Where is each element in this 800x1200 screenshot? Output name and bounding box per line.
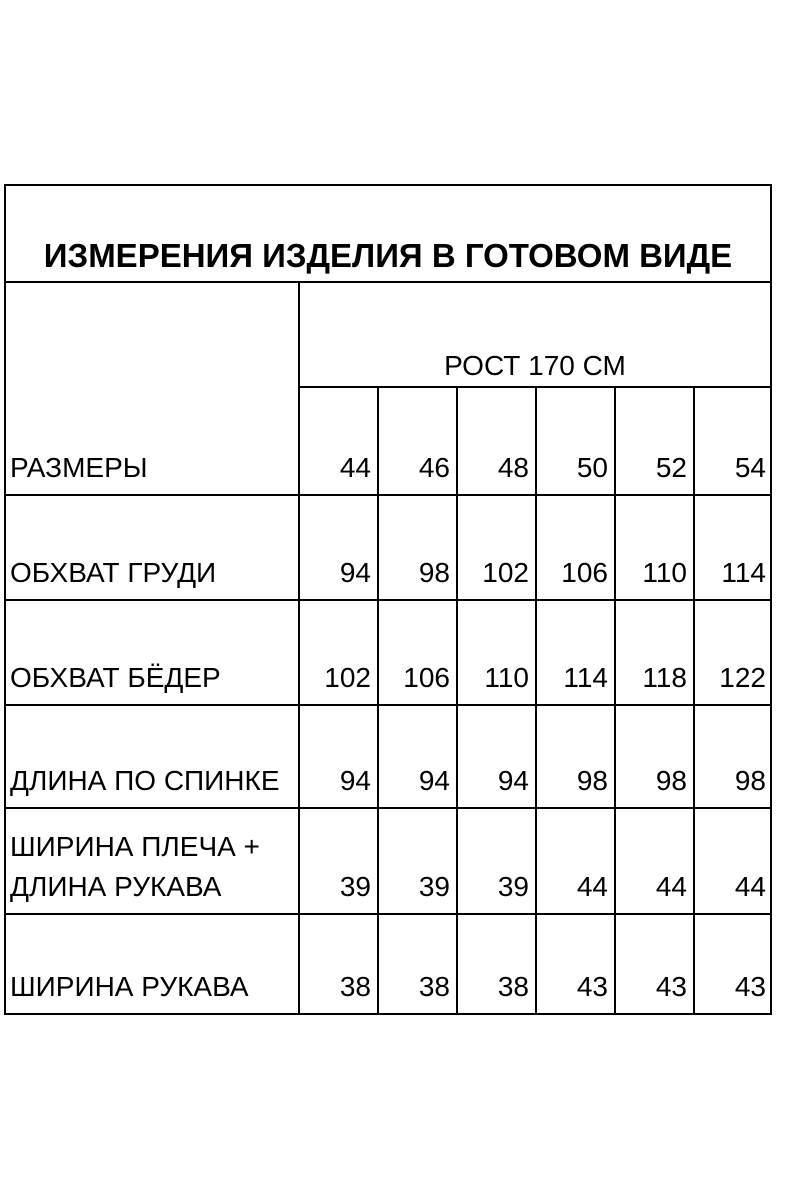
sizes-label: РАЗМЕРЫ <box>10 452 148 483</box>
table-row <box>6 494 770 599</box>
row-value: 94 <box>418 765 450 796</box>
column-divider <box>298 388 300 1013</box>
size-value: 44 <box>339 452 371 483</box>
row-value: 102 <box>482 557 529 588</box>
row-value: 39 <box>497 871 529 902</box>
table-title: ИЗМЕРЕНИЯ ИЗДЕЛИЯ В ГОТОВОМ ВИДЕ <box>43 237 733 274</box>
row-value: 43 <box>734 971 766 1002</box>
size-table <box>4 184 772 1015</box>
row-label: ОБХВАТ БЁДЕР <box>10 662 221 693</box>
row-value: 98 <box>576 765 608 796</box>
size-value: 52 <box>655 452 687 483</box>
row-value: 38 <box>418 971 450 1002</box>
row-label: ДЛИНА ПО СПИНКЕ <box>10 765 280 796</box>
row-value: 39 <box>339 871 371 902</box>
size-value: 46 <box>418 452 450 483</box>
row-label <box>10 827 260 907</box>
row-value: 44 <box>576 871 608 902</box>
row-label: ШИРИНА РУКАВА <box>10 971 249 1002</box>
column-divider <box>535 388 537 1013</box>
column-divider <box>693 388 695 1013</box>
row-value: 98 <box>655 765 687 796</box>
size-value: 54 <box>734 452 766 483</box>
row-value: 114 <box>721 557 766 588</box>
row-value: 44 <box>655 871 687 902</box>
row-value: 38 <box>497 971 529 1002</box>
table-title-row <box>6 186 770 283</box>
row-value: 39 <box>418 871 450 902</box>
row-value: 98 <box>418 557 450 588</box>
row-value: 106 <box>561 557 608 588</box>
row-value: 38 <box>339 971 371 1002</box>
row-value: 110 <box>642 557 687 588</box>
column-divider <box>614 388 616 1013</box>
row-value: 44 <box>734 871 766 902</box>
column-divider <box>377 388 379 1013</box>
row-value: 94 <box>497 765 529 796</box>
size-value: 50 <box>576 452 608 483</box>
height-label: РОСТ 170 СМ <box>444 350 626 381</box>
size-value: 48 <box>497 452 529 483</box>
row-label-line: ШИРИНА ПЛЕЧА + <box>10 831 260 862</box>
height-header-cell <box>298 283 770 388</box>
row-label: ОБХВАТ ГРУДИ <box>10 557 217 588</box>
row-value: 98 <box>734 765 766 796</box>
row-label-line: ДЛИНА РУКАВА <box>10 871 222 902</box>
row-value: 110 <box>484 662 529 693</box>
row-value: 43 <box>655 971 687 1002</box>
sizes-row <box>6 388 770 494</box>
row-value: 106 <box>403 662 450 693</box>
table-row <box>6 704 770 807</box>
row-value: 122 <box>719 662 766 693</box>
table-row <box>6 599 770 704</box>
table-row <box>6 913 770 1013</box>
row-value: 94 <box>339 765 371 796</box>
row-value: 102 <box>324 662 371 693</box>
row-value: 118 <box>642 662 687 693</box>
row-value: 94 <box>339 557 371 588</box>
column-divider <box>456 388 458 1013</box>
row-value: 43 <box>576 971 608 1002</box>
table-row <box>6 807 770 913</box>
row-value: 114 <box>563 662 608 693</box>
